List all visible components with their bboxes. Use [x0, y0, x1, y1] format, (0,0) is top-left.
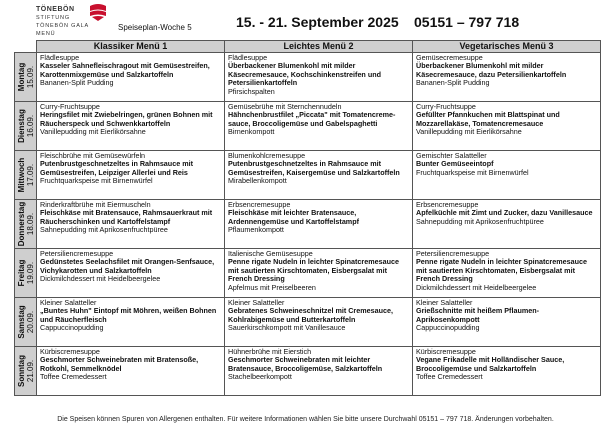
- menu-cell: [413, 200, 601, 249]
- day-label-cell: [15, 249, 37, 298]
- logo-line2: STIFTUNG: [36, 15, 70, 21]
- menu-cell: [37, 298, 225, 347]
- menu-soup: Hühnerbrühe mit Eierstich: [228, 347, 312, 356]
- day-row: [15, 200, 601, 249]
- day-name: Samstag: [16, 305, 26, 339]
- menu-soup: Gemüsebrühe mit Sternchennudeln: [228, 102, 342, 111]
- menu-main-dish: Heringsfilet mit Zwiebelringen, grünen Bohnen mit Räucherspeck und Schwenkkartoffeln: [40, 110, 213, 128]
- menu-table: [14, 40, 601, 396]
- day-name: Mittwoch: [16, 157, 26, 193]
- plan-label: Speiseplan-Woche 5: [118, 23, 192, 32]
- menu-cell: [37, 151, 225, 200]
- menu-soup: Erbsencremesuppe: [416, 200, 479, 209]
- day-label-cell: [15, 200, 37, 249]
- menu-dessert: Cappuccinopudding: [416, 323, 480, 333]
- column-header-2: Leichtes Menü 2: [225, 41, 413, 53]
- day-label-cell: [15, 298, 37, 347]
- menu-main-dish: Vegane Frikadelle mit Holländischer Sauce, Broccoligemüse und Salzkartoffeln: [416, 355, 565, 373]
- menu-dessert: Sahnepudding mit Aprikosenfruchtpüree: [416, 216, 544, 226]
- day-date: 18.09.: [25, 212, 35, 236]
- header-row: [15, 41, 601, 53]
- day-name: Freitag: [16, 259, 26, 287]
- menu-cell: [413, 151, 601, 200]
- menu-dessert: Cappuccinopudding: [40, 323, 104, 333]
- menu-soup: Fleischbrühe mit Gemüsewürfeln: [40, 151, 146, 160]
- menu-cell: [225, 102, 413, 151]
- menu-soup: Gemischter Salatteller: [416, 151, 487, 160]
- menu-cell: [37, 102, 225, 151]
- menu-soup: Gemüsecremesuppe: [416, 53, 483, 62]
- menu-cell: [225, 53, 413, 102]
- day-row: [15, 102, 601, 151]
- day-name: Sonntag: [16, 355, 26, 387]
- menu-cell: [225, 347, 413, 396]
- menu-dessert: Vanillepudding mit Eierlikörsahne: [40, 127, 146, 137]
- day-row: [15, 249, 601, 298]
- day-name: Donnerstag: [16, 201, 26, 247]
- day-label-cell: [15, 151, 37, 200]
- footer-note: Die Speisen können Spuren von Allergenen enthalten. Für weitere Informationen wählen Sie bitte unsere Durchwahl 05151 – 797 718. Änderungen vorbehalten.: [57, 416, 554, 423]
- day-row: [15, 53, 601, 102]
- menu-main-dish: Kasseler Sahnefleischragout mit Gemüsestreifen, Karottenmixgemüse und Salzkartoffeln: [40, 61, 210, 79]
- menu-soup: Curry-Fruchtsuppe: [40, 102, 100, 111]
- logo-line3: TÖNEBÖN GALA MENÜ: [36, 23, 89, 37]
- phone-number: 05151 – 797 718: [414, 14, 520, 30]
- menu-main-dish: Gefüllter Pfannkuchen mit Blattspinat und Mozzarellakäse, Tomatencremesauce: [416, 110, 560, 128]
- menu-soup: Kleiner Salatteller: [228, 298, 285, 307]
- menu-dessert: Toffee Cremedessert: [416, 372, 483, 382]
- menu-main-dish: Apfelküchle mit Zimt und Zucker, dazu Vanillesauce: [416, 208, 593, 218]
- menu-cell: [225, 151, 413, 200]
- menu-dessert: Fruchtquarkspeise mit Birnenwürfel: [40, 176, 153, 186]
- header-corner: [15, 41, 37, 53]
- menu-dessert: Bananen-Split Pudding: [40, 78, 114, 88]
- menu-soup: Blumenkohlcremesuppe: [228, 151, 306, 160]
- menu-soup: Flädlesuppe: [40, 53, 80, 62]
- menu-dessert: Bananen-Split Pudding: [416, 78, 490, 88]
- menu-cell: [413, 249, 601, 298]
- logo-brand: TÖNEBÖN: [36, 6, 75, 13]
- menu-cell: [225, 200, 413, 249]
- menu-soup: Erbsencremesuppe: [228, 200, 291, 209]
- menu-main-dish: „Buntes Huhn" Eintopf mit Möhren, weißen Bohnen und Räucherfleisch: [40, 306, 217, 324]
- menu-main-dish: Fleischkäse mit Bratensauce, Rahmsauerkraut mit Räucherschinken und Kartoffelstampf: [40, 208, 213, 226]
- logo: [36, 2, 106, 38]
- day-row: [15, 298, 601, 347]
- page-header: [0, 0, 611, 40]
- menu-cell: [225, 298, 413, 347]
- menu-main-dish: Überbackener Blumenkohl mit milder Käsecremesauce, dazu Petersilienkartoffeln: [416, 61, 567, 79]
- column-header-1: Klassiker Menü 1: [37, 41, 225, 53]
- menu-dessert: Vanillepudding mit Eierlikörsahne: [416, 127, 522, 137]
- menu-cell: [37, 347, 225, 396]
- menu-dessert: Birnenkompott: [228, 127, 275, 137]
- menu-cell: [37, 200, 225, 249]
- day-name: Montag: [16, 62, 26, 92]
- day-label-cell: [15, 102, 37, 151]
- day-date: 20.09.: [25, 310, 35, 334]
- menu-soup: Petersiliencremesuppe: [416, 249, 490, 258]
- day-label-cell: [15, 53, 37, 102]
- day-date: 19.09.: [25, 261, 35, 285]
- menu-dessert: Apfelmus mit Preiselbeeren: [228, 282, 316, 292]
- menu-main-dish: Penne rigate Nudeln in leichter Spinatcremesauce mit sautierten Kirschtomaten, Eisbergsalat mit French Dressing: [416, 257, 587, 284]
- menu-main-dish: Grießschnitte mit heißem Pflaumen-Aprikosenkompott: [416, 306, 540, 324]
- day-date: 15.09.: [25, 65, 35, 89]
- menu-dessert: Dickmilchdessert mit Heidelbeergelee: [40, 274, 161, 284]
- menu-dessert: Pfirsichspalten: [228, 86, 275, 96]
- menu-soup: Kleiner Salatteller: [416, 298, 473, 307]
- menu-main-dish: Putenbrustgeschnetzeltes in Rahmsauce mit Gemüsestreifen, Kaisergemüse und Salzkartoffeln: [228, 159, 400, 177]
- menu-soup: Kürbiscremesuppe: [416, 347, 476, 356]
- menu-dessert: Sahnepudding mit Aprikosenfruchtpüree: [40, 225, 168, 235]
- day-date: 17.09.: [25, 163, 35, 187]
- menu-soup: Kleiner Salatteller: [40, 298, 97, 307]
- menu-soup: Rinderkraftbrühe mit Eiermuscheln: [40, 200, 151, 209]
- day-label-cell: [15, 347, 37, 396]
- menu-main-dish: Hähnchenbrustfilet „Piccata" mit Tomatencreme-sauce, Broccoligemüse und Gabelspaghetti: [228, 110, 396, 128]
- menu-main-dish: Bunter Gemüseeintopf: [416, 159, 494, 169]
- menu-cell: [37, 249, 225, 298]
- menu-main-dish: Penne rigate Nudeln in leichter Spinatcremesauce mit sautierten Kirschtomaten, Eisbergsalat mit French Dressing: [228, 257, 399, 284]
- day-name: Dienstag: [16, 109, 26, 143]
- menu-soup: Flädlesuppe: [228, 53, 268, 62]
- day-row: [15, 151, 601, 200]
- menu-main-dish: Gedünstetes Seelachsfilet mit Orangen-Senfsauce, Vichykarotten und Salzkartoffeln: [40, 257, 215, 275]
- menu-soup: Petersiliencremesuppe: [40, 249, 114, 258]
- menu-dessert: Toffee Cremedessert: [40, 372, 107, 382]
- day-date: 21.09.: [25, 359, 35, 383]
- menu-main-dish: Geschmorter Schweinebraten mit Bratensoße, Rotkohl, Semmelknödel: [40, 355, 199, 373]
- menu-cell: [413, 53, 601, 102]
- menu-dessert: Fruchtquarkspeise mit Birnenwürfel: [416, 167, 529, 177]
- menu-main-dish: Fleischkäse mit leichter Bratensauce, Ardennengemüse und Kartoffelstampf: [228, 208, 359, 226]
- date-range: 15. - 21. September 2025: [236, 14, 399, 30]
- menu-soup: Curry-Fruchtsuppe: [416, 102, 476, 111]
- day-row: [15, 347, 601, 396]
- day-date: 16.09.: [25, 114, 35, 138]
- menu-cell: [37, 53, 225, 102]
- menu-cell: [413, 298, 601, 347]
- menu-dessert: Sauerkirschkompott mit Vanillesauce: [228, 323, 346, 333]
- menu-soup: Italienische Gemüsesuppe: [228, 249, 313, 258]
- menu-soup: Kürbiscremesuppe: [40, 347, 100, 356]
- menu-main-dish: Überbackener Blumenkohl mit milder Käsecremesauce, Kochschinkenstreifen und Petersilienkartoffeln: [228, 61, 381, 88]
- menu-main-dish: Gebratenes Schweineschnitzel mit Cremesauce, Kohlrabigemüse und Butterkartoffeln: [228, 306, 393, 324]
- menu-main-dish: Putenbrustgeschnetzeltes in Rahmsauce mit Gemüsestreifen, Leipziger Allerlei und Reis: [40, 159, 193, 177]
- menu-dessert: Stachelbeerkompott: [228, 372, 292, 382]
- menu-cell: [413, 347, 601, 396]
- column-header-3: Vegetarisches Menü 3: [413, 41, 601, 53]
- menu-dessert: Dickmilchdessert mit Heidelbeergelee: [416, 282, 537, 292]
- menu-dessert: Pflaumenkompott: [228, 225, 284, 235]
- menu-dessert: Mirabellenkompott: [228, 176, 287, 186]
- menu-cell: [413, 102, 601, 151]
- menu-cell: [225, 249, 413, 298]
- menu-main-dish: Geschmorter Schweinebraten mit leichter Bratensauce, Broccoligemüse, Salzkartoffeln: [228, 355, 383, 373]
